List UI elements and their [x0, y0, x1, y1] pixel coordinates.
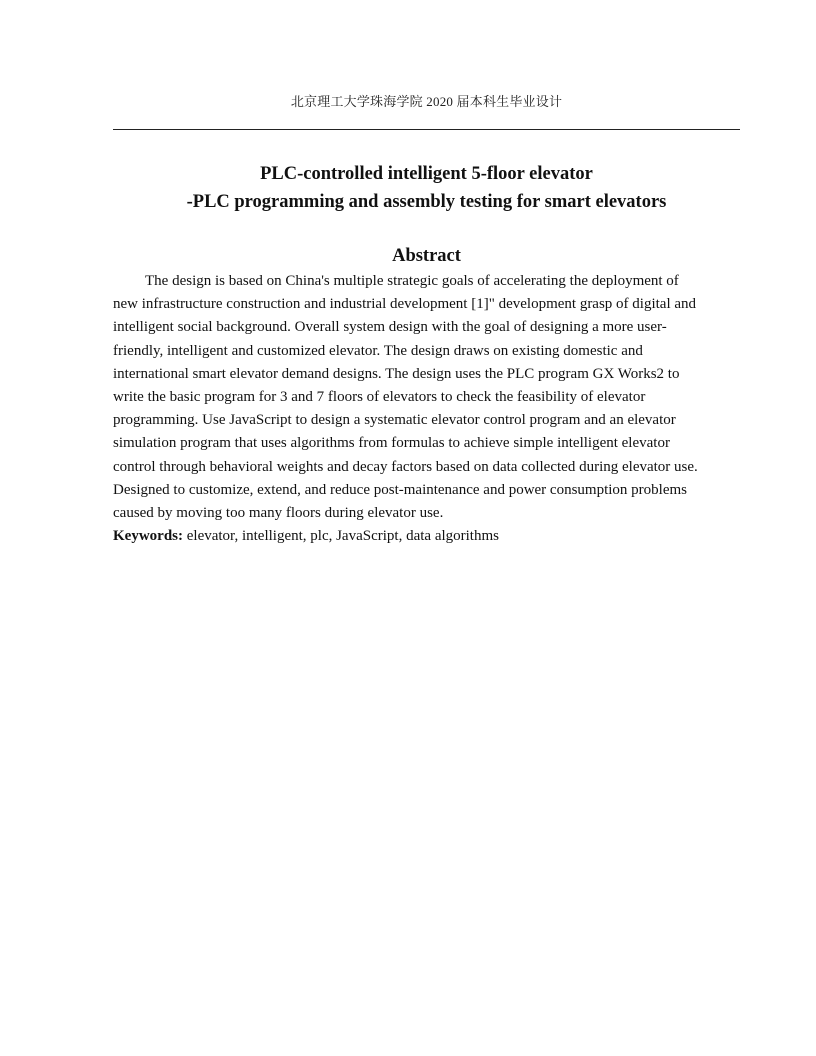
keywords-value: elevator, intelligent, plc, JavaScript, data algorithms — [183, 528, 499, 545]
title-line-1: PLC-controlled intelligent 5-floor elevator — [260, 164, 593, 184]
abstract-line: Designed to customize, extend, and reduce post-maintenance and power consumption problems — [113, 481, 687, 498]
abstract-line: write the basic program for 3 and 7 floors of elevators to check the feasibility of elevator — [113, 389, 646, 406]
abstract-line: The design is based on China's multiple strategic goals of accelerating the deployment of — [145, 273, 679, 289]
abstract-line: international smart elevator demand designs. The design uses the PLC program GX Works2 to — [113, 365, 680, 382]
keywords — [113, 525, 740, 548]
abstract-line: intelligent social background. Overall system design with the goal of designing a more user- — [113, 319, 667, 336]
title-line-2: -PLC programming and assembly testing for smart elevators — [186, 192, 667, 212]
keywords-label: Keywords: — [113, 528, 183, 545]
title-block — [113, 160, 740, 216]
header-divider — [113, 129, 740, 130]
abstract-line: control through behavioral weights and decay factors based on data collected during elevator use. — [113, 458, 698, 475]
abstract-heading: Abstract — [392, 246, 461, 266]
running-header: 北京理工大学珠海学院 2020 届本科生毕业设计 — [290, 94, 563, 109]
abstract-line: friendly, intelligent and customized elevator. The design draws on existing domestic and — [113, 342, 643, 359]
abstract-line: programming. Use JavaScript to design a systematic elevator control program and an elevator — [113, 412, 676, 429]
abstract-line: caused by moving too many floors during elevator use. — [113, 505, 444, 522]
abstract-line: simulation program that uses algorithms from formulas to achieve simple intelligent elevator — [113, 435, 670, 452]
abstract-body — [113, 270, 740, 548]
abstract-line: new infrastructure construction and industrial development [1]" development grasp of digital and — [113, 296, 697, 313]
